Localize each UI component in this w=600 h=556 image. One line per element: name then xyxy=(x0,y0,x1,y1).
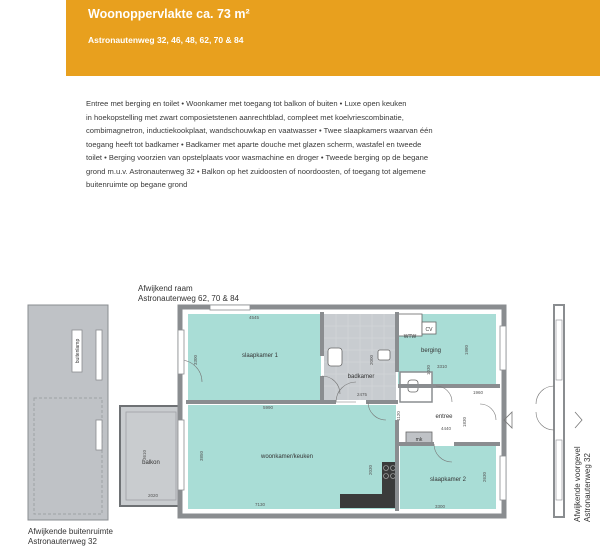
alt-outdoor-space xyxy=(28,305,108,520)
dim-1830: 1830 xyxy=(462,416,467,428)
room-label-slaapkamer-2: slaapkamer 2 xyxy=(429,477,467,483)
note-line: Afwijkend raam xyxy=(138,284,193,293)
dim-3310: 3310 xyxy=(436,364,448,369)
page-title: Woonoppervlakte ca. 73 m² xyxy=(88,7,250,21)
dim-1960: 1960 xyxy=(472,390,484,395)
room-label-slaapkamer-1: slaapkamer 1 xyxy=(241,353,279,359)
room-label-badkamer: badkamer xyxy=(347,374,375,380)
mk-label: mk xyxy=(415,437,423,443)
cv-label: CV xyxy=(425,327,433,333)
dim-1980: 1980 xyxy=(464,344,469,356)
note-line: Astronautenweg 32 xyxy=(583,453,592,522)
dim-4545: 4545 xyxy=(248,315,260,320)
room-label-entree: entree xyxy=(435,414,453,420)
dim-3610: 3610 xyxy=(142,449,147,461)
note-line: Astronautenweg 32 xyxy=(28,537,97,546)
page-subtitle: Astronautenweg 32, 46, 48, 62, 70 & 84 xyxy=(88,35,244,45)
room-label-woonkamer: woonkamer/keuken xyxy=(260,454,314,460)
dim-2000: 2000 xyxy=(369,354,374,366)
description-line: in hoekopstelling met zwart composietstenen aanrechtblad, compleet met koelvriescombinatie, xyxy=(86,112,404,122)
dim-3300: 3300 xyxy=(193,354,198,366)
dim-5990: 5990 xyxy=(262,405,274,410)
room-badkamer xyxy=(324,314,396,400)
description-line: toilet • Berging voorzien van opstelplaats voor wasmachine en droger • Tweede berging op de begane xyxy=(86,153,429,162)
room-label-balkon: balkon xyxy=(142,460,160,466)
note-line: Astronautenweg 62, 70 & 84 xyxy=(138,294,239,303)
note-line: Afwijkende voorgevel xyxy=(573,446,582,522)
description-line: Entree met berging en toilet • Woonkamer met toegang tot balkon of buiten • Luxe open keuken xyxy=(86,99,407,108)
dim-1030: 1030 xyxy=(426,364,431,376)
dim-2475: 2475 xyxy=(356,392,368,397)
room-label-berging: berging xyxy=(420,348,442,354)
balcony xyxy=(120,406,182,506)
note-line: Afwijkende buitenruimte xyxy=(28,527,113,536)
wtw-label: WTW xyxy=(403,334,417,340)
dim-2630: 2630 xyxy=(482,471,487,483)
description-line: buitenruimte op begane grond xyxy=(86,180,188,189)
dim-2020: 2020 xyxy=(147,493,159,498)
description-line: grond m.u.v. Astronautenweg 32 • Balkon op het zuidoosten of noordoosten, of toegang tot algemene xyxy=(86,166,426,176)
dim-1120: 1120 xyxy=(396,411,401,421)
dim-2030: 2030 xyxy=(368,464,373,476)
description-line: toegang heeft tot badkamer • Badkamer met aparte douche met glazen scherm, wastafel en tweede xyxy=(86,139,422,149)
dim-7130: 7130 xyxy=(254,502,266,507)
dim-3850: 3850 xyxy=(199,450,204,462)
dim-4440: 4440 xyxy=(440,426,452,431)
alt-facade xyxy=(536,305,582,517)
dim-3300-b: 3300 xyxy=(434,504,446,509)
outdoor-lamp-label: buitenlamp xyxy=(75,338,81,364)
kitchen-counter xyxy=(340,494,398,508)
description-line: combimagnetron, inductiekookplaat, wandschouwkap en vaatwasser • Twee slaapkamers waarvan één xyxy=(86,126,433,135)
